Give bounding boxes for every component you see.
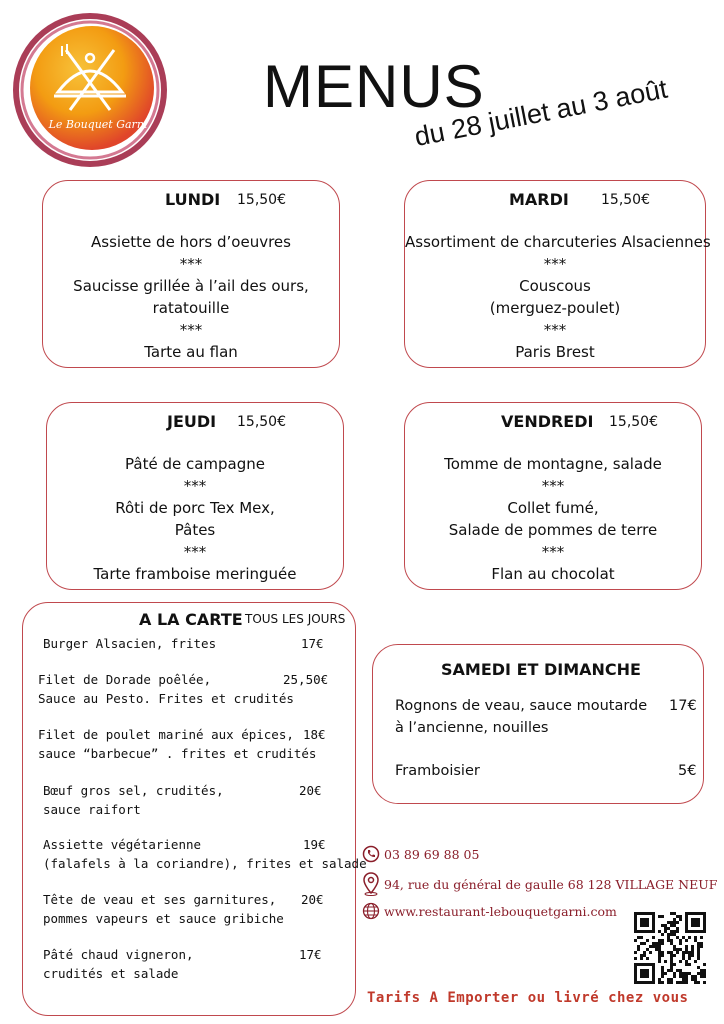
weekend-item (395, 695, 647, 739)
weekend-item-name: Rognons de veau, sauce moutarde à l’ancienne, nouilles (395, 698, 648, 736)
phone-number: 03 89 69 88 05 (384, 846, 480, 862)
carte-item-price: 19€ (303, 837, 326, 852)
carte-item (43, 634, 341, 653)
menu-box-jeudi (46, 402, 344, 590)
menu-line: Tarte framboise meringuée (93, 565, 297, 583)
carte-item (38, 670, 341, 708)
weekend-title: SAMEDI ET DIMANCHE (441, 660, 641, 679)
menu-line: Tarte au flan (144, 343, 238, 361)
globe-icon (362, 902, 380, 920)
date-range: du 28 juillet au 3 août (412, 73, 670, 153)
carte-item-price: 18€ (303, 727, 326, 742)
day-price: 15,50€ (237, 414, 286, 430)
day-name: JEUDI (167, 412, 217, 431)
carte-subtitle: TOUS LES JOURS (245, 612, 346, 626)
menu-line: Rôti de porc Tex Mex, (115, 499, 275, 517)
day-name: VENDREDI (501, 412, 594, 431)
menu-line: Assortiment de charcuteries Alsaciennes (405, 233, 711, 251)
menu-separator: *** (541, 543, 565, 561)
phone-icon (362, 845, 380, 863)
carte-item-price: 25,50€ (283, 672, 329, 687)
menu-separator: *** (543, 255, 567, 273)
carte-item (43, 945, 341, 983)
carte-item (43, 835, 367, 873)
menu-line: Tomme de montagne, salade (444, 455, 662, 473)
carte-item (43, 890, 341, 928)
menu-line: Pâtes (174, 521, 216, 539)
menu-line: ratatouille (152, 299, 230, 317)
carte-item-price: 20€ (299, 783, 322, 798)
carte-item-price: 20€ (301, 892, 324, 907)
menu-line: Couscous (519, 277, 591, 295)
menu-line: (merguez-poulet) (489, 299, 621, 317)
carte-item-price: 17€ (301, 636, 324, 651)
menu-separator: *** (543, 321, 567, 339)
footer-note: Tarifs A Emporter ou livré chez vous (367, 990, 689, 1006)
menu-line: Pâté de campagne (125, 455, 265, 473)
contact-website[interactable] (362, 902, 617, 920)
menu-separator: *** (541, 477, 565, 495)
weekend-box (372, 644, 704, 804)
day-menu (47, 453, 343, 585)
address-text: 94, rue du général de gaulle 68 128 VILLAGE NEUF (384, 876, 718, 892)
weekend-item-price: 17€ (669, 698, 697, 714)
weekend-item (395, 760, 480, 782)
menu-separator: *** (183, 477, 207, 495)
website-link: www.restaurant-lebouquetgarni.com (384, 903, 617, 919)
day-price: 15,50€ (609, 414, 658, 430)
qr-code (634, 912, 706, 984)
day-price: 15,50€ (237, 192, 286, 208)
menu-box-lundi (42, 180, 340, 368)
carte-item-name: Burger Alsacien, frites (43, 636, 217, 651)
menu-line: Salade de pommes de terre (448, 521, 658, 539)
weekend-item-price: 5€ (678, 763, 697, 779)
carte-item-name: Filet de poulet mariné aux épices, sauce “barbecue” . frites et crudités (38, 727, 317, 761)
carte-item-name: Filet de Dorade poêlée, Sauce au Pesto. Frites et crudités (38, 672, 294, 706)
restaurant-logo (10, 10, 170, 170)
carte-item (43, 781, 341, 819)
day-name: MARDI (509, 190, 569, 209)
day-menu (43, 231, 339, 363)
contact-address (362, 872, 717, 896)
carte-item-name: Bœuf gros sel, crudités, sauce raifort (43, 783, 224, 817)
location-pin-icon (362, 872, 380, 896)
menu-box-vendredi (404, 402, 702, 590)
menu-separator: *** (183, 543, 207, 561)
carte-item-price: 17€ (299, 947, 322, 962)
menu-separator: *** (179, 321, 203, 339)
weekend-item-name: Framboisier (395, 763, 480, 779)
carte-item (38, 725, 341, 763)
logo-text: Le Bouquet Garni (48, 118, 148, 131)
menu-line: Paris Brest (515, 343, 595, 361)
day-price: 15,50€ (601, 192, 650, 208)
carte-title: A LA CARTE (139, 610, 243, 629)
carte-item-name: Assiette végétarienne (falafels à la coriandre), frites et salade (43, 837, 367, 871)
menu-line: Saucisse grillée à l’ail des ours, (73, 277, 309, 295)
menu-box-mardi (404, 180, 711, 368)
carte-item-name: Tête de veau et ses garnitures, pommes vapeurs et sauce gribiche (43, 892, 284, 926)
carte-item-name: Pâté chaud vigneron, crudités et salade (43, 947, 194, 981)
menu-separator: *** (179, 255, 203, 273)
menu-line: Collet fumé, (507, 499, 599, 517)
day-menu (405, 453, 701, 585)
menu-line: Assiette de hors d’oeuvres (91, 233, 291, 251)
day-menu (405, 231, 711, 363)
day-name: LUNDI (165, 190, 221, 209)
a-la-carte-box (22, 602, 367, 1016)
page-title: MENUS (263, 53, 485, 120)
menu-line: Flan au chocolat (491, 565, 615, 583)
contact-phone[interactable] (362, 845, 479, 863)
